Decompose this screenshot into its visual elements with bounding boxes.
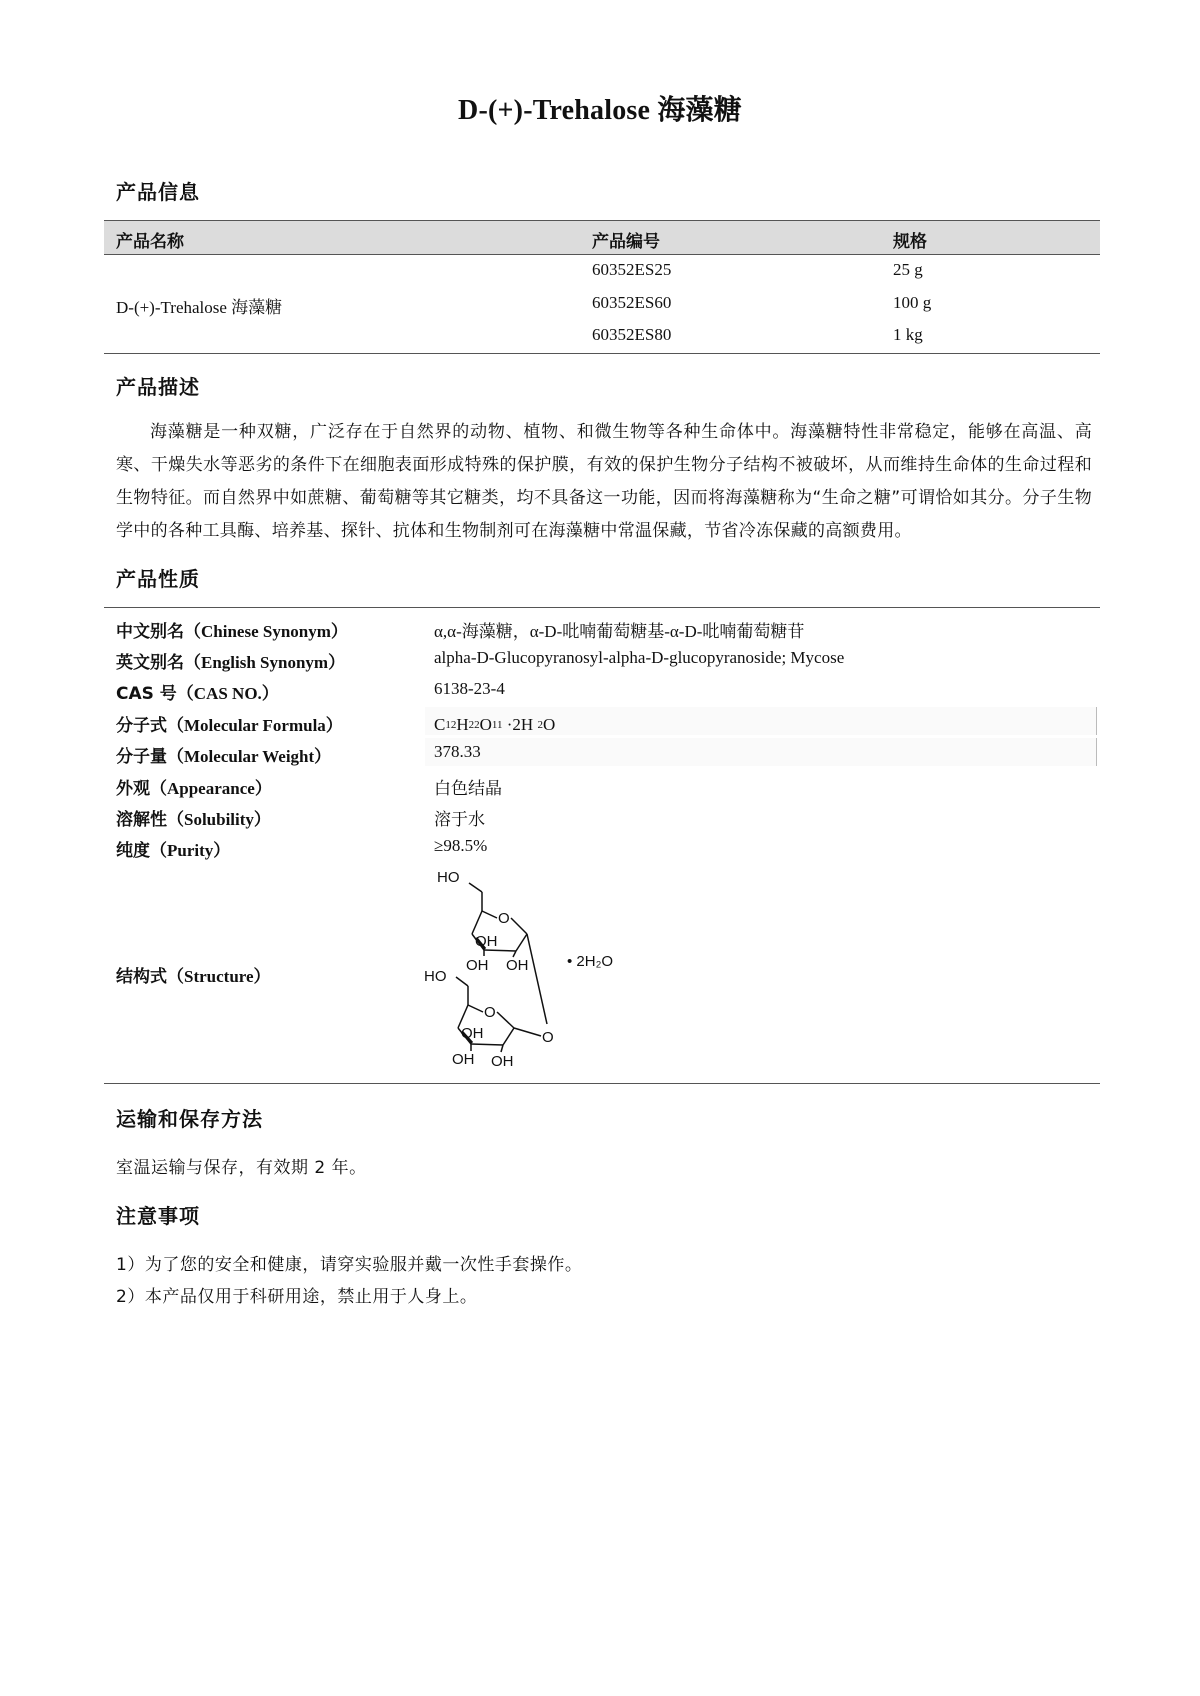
property-label-en: （CAS NO.） — [176, 684, 279, 703]
property-value: 378.33 — [425, 738, 1097, 766]
property-row-solubility — [104, 801, 1100, 831]
structure-label-oh: OH — [452, 1051, 475, 1068]
page-title: D-(+)-Trehalose 海藻糖 — [458, 95, 742, 126]
property-label: 外观 — [116, 779, 150, 799]
section-heading-transport: 运输和保存方法 — [116, 1107, 263, 1131]
transport-text: 室温运输与保存，有效期 2 年。 — [116, 1158, 367, 1178]
structure-label-ho: HO — [424, 968, 447, 985]
property-row-cas — [104, 675, 1100, 705]
structure-label-oh: OH — [461, 1025, 484, 1042]
property-label-en: （Purity） — [150, 841, 231, 860]
property-label: 分子量 — [116, 747, 167, 767]
property-label-en: （Molecular Weight） — [167, 747, 332, 766]
property-value: 白色结晶 — [434, 779, 502, 799]
property-value: 6138-23-4 — [434, 679, 505, 698]
structure-label-o: O — [542, 1029, 554, 1046]
structure-label-oh: OH — [466, 957, 489, 974]
property-label-en: （Chinese Synonym） — [184, 622, 348, 641]
property-value: alpha-D-Glucopyranosyl-alpha-D-glucopyranoside; Mycose — [434, 648, 845, 667]
structure-label-ho: HO — [437, 869, 460, 886]
property-row-chinese-synonym — [104, 613, 1100, 643]
product-info-table — [104, 220, 1100, 354]
structure-label-oh: OH — [491, 1053, 514, 1070]
property-value-formula: $C_{12}H_{22}O_{11} \cdot 2H$ $_2$O — [425, 707, 1097, 735]
structure-label: 结构式（Structure） — [116, 967, 271, 986]
header-product-name: 产品名称 — [116, 232, 184, 252]
property-row-purity — [104, 832, 1100, 862]
spec-cell: 25 g — [893, 260, 923, 279]
property-row-appearance — [104, 770, 1100, 800]
table-body — [104, 255, 1100, 354]
property-label: CAS 号 — [116, 684, 177, 704]
header-spec: 规格 — [893, 232, 927, 252]
property-value: α,α-海藻糖，α-D-吡喃葡萄糖基-α-D-吡喃葡萄糖苷 — [434, 622, 805, 641]
product-name-cell: D-(+)-Trehalose 海藻糖 — [116, 298, 283, 317]
header-product-code: 产品编号 — [592, 232, 660, 252]
structure-label-o: O — [498, 910, 510, 927]
structure-label-oh: OH — [506, 957, 529, 974]
spec-cell: 1 kg — [893, 325, 923, 344]
property-label: 纯度 — [116, 841, 150, 861]
property-label-en: （Appearance） — [150, 779, 272, 798]
product-code-cell: 60352ES60 — [592, 293, 672, 312]
property-label-en: （Solubility） — [167, 810, 271, 829]
property-row-formula — [104, 707, 1100, 737]
property-label: 中文别名 — [116, 622, 184, 642]
spec-cell: 100 g — [893, 293, 932, 312]
section-heading-description: 产品描述 — [116, 375, 200, 399]
structure-label-hydrate: • 2H₂O — [567, 953, 614, 970]
property-label-en: （English Synonym） — [184, 653, 346, 672]
trehalose-structure-diagram — [424, 866, 669, 1074]
structure-label-oh: OH — [475, 933, 498, 950]
note-item: 1）为了您的安全和健康，请穿实验服并戴一次性手套操作。 — [116, 1255, 583, 1275]
property-value: ≥98.5% — [434, 836, 488, 855]
description-paragraph: 海藻糖是一种双糖，广泛存在于自然界的动物、植物、和微生物等各种生命体中。海藻糖特性非常稳定，能够在高温、高寒、干燥失水等恶劣的条件下在细胞表面形成特殊的保护膜，有效的保护生物分子结构不被破坏，从而维持生命体的生命过程和生物特征。而自然界中如蔗糖、葡萄糖等其它糖类，均不具备这一功能，因而将海藻糖称为“生命之糖”可谓恰如其分。分子生物学中的各种工具酶、培养基、探针、抗体和生物制剂可在海藻糖中常温保藏，节省冷冻保藏的高额费用。 — [116, 422, 1092, 541]
property-label: 英文别名 — [116, 653, 184, 673]
property-row-english-synonym — [104, 644, 1100, 674]
property-value: 溶于水 — [434, 810, 485, 830]
property-label: 溶解性 — [116, 810, 167, 830]
structure-label-o: O — [484, 1004, 496, 1021]
properties-table — [104, 607, 1100, 1084]
section-heading-product-info: 产品信息 — [116, 180, 200, 204]
product-code-cell: 60352ES80 — [592, 325, 672, 344]
section-heading-properties: 产品性质 — [116, 567, 200, 591]
property-row-weight — [104, 738, 1100, 768]
table-header — [104, 220, 1100, 255]
property-label: 分子式 — [116, 716, 167, 736]
property-label-en: （Molecular Formula） — [167, 716, 343, 735]
product-code-cell: 60352ES25 — [592, 260, 672, 279]
section-heading-notes: 注意事项 — [116, 1204, 200, 1228]
note-item: 2）本产品仅用于科研用途，禁止用于人身上。 — [116, 1287, 478, 1307]
